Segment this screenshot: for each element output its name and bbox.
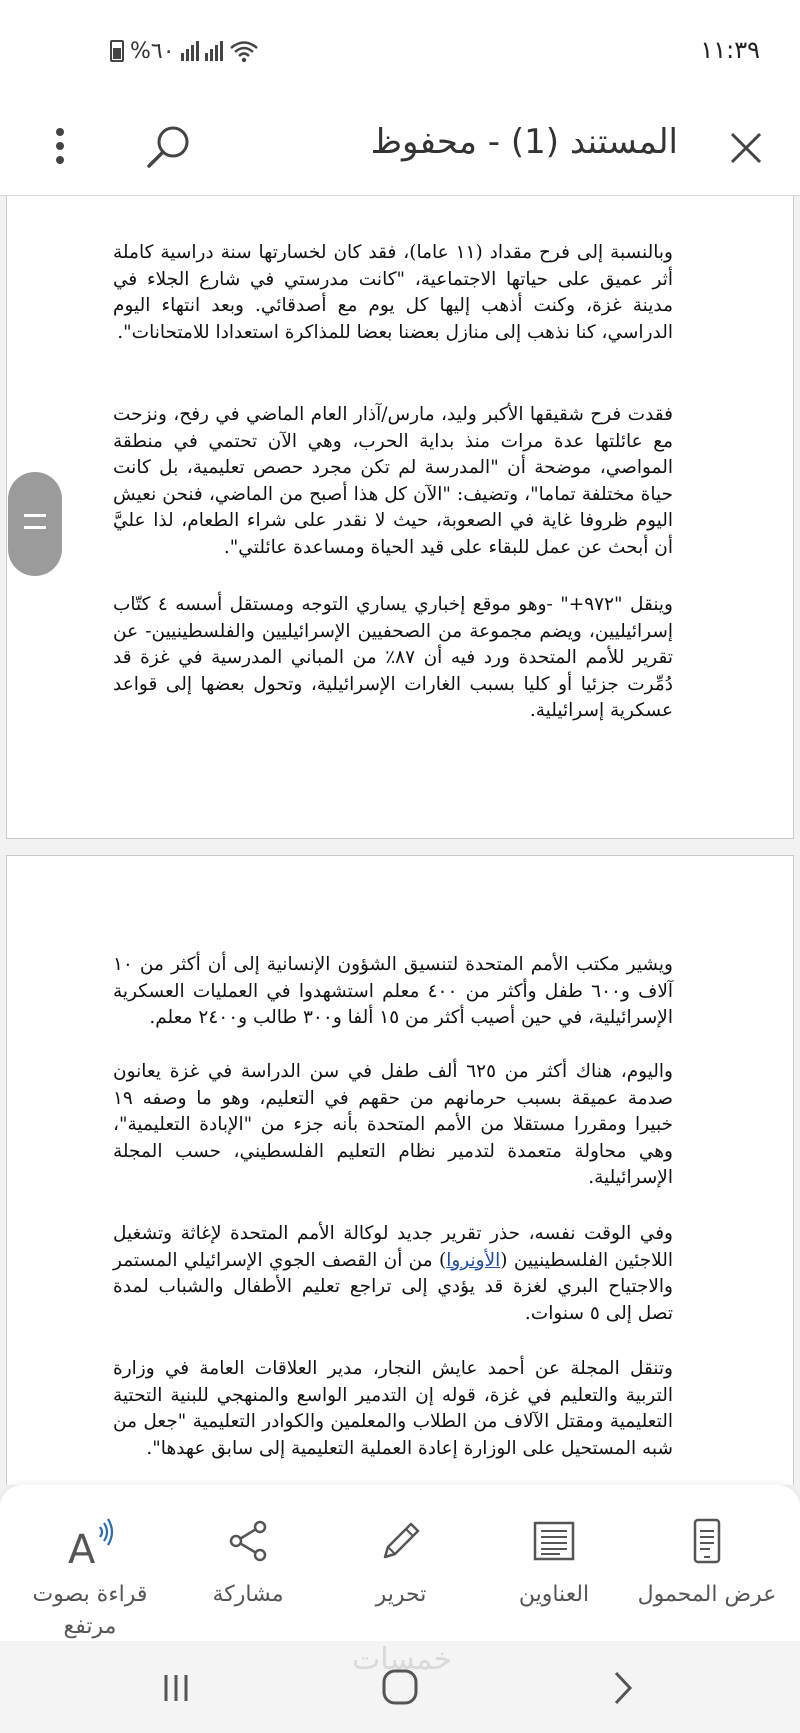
status-time: ١١:٣٩ <box>700 36 760 64</box>
unrwa-link[interactable]: الأونروا <box>446 1249 501 1271</box>
recent-apps-icon <box>146 1663 206 1713</box>
mobile-view-button[interactable] <box>632 1485 782 1641</box>
paragraph: وينقل "٩٧٢+" -وهو موقع إخباري يساري التوجه ومستقل أسسه ٤ كتّاب إسرائيليين، ويضم مجموعة من الصحفيين الإسرائيليين والفلسطينيين- عن تقرير للأمم المتحدة ورد فيه أن ٨٧٪ من المباني المدرسية في غزة قد دُمِّرت جزئيا أو كليا بسبب الغارات الإسرائيلية، وتحول بعضها إلى قواعد عسكرية إسرائيلية. <box>113 594 673 721</box>
svg-text:A: A <box>68 1527 96 1567</box>
share-icon <box>224 1517 272 1565</box>
paragraph <box>113 1221 673 1327</box>
signal-icon-2 <box>205 41 223 61</box>
document-title: المستند (1) - محفوظ <box>370 122 678 162</box>
battery-icon <box>110 40 124 62</box>
dot <box>56 156 64 164</box>
read-aloud-icon <box>60 1517 120 1567</box>
back-button[interactable] <box>594 1663 654 1713</box>
close-button[interactable] <box>722 124 770 172</box>
read-aloud-button[interactable] <box>15 1485 165 1641</box>
dot <box>56 128 64 136</box>
paragraph: ويشير مكتب الأمم المتحدة لتنسيق الشؤون الإنسانية إلى أن أكثر من ١٠ آلاف و٦٠٠ طفل وأكثر من ٤٠٠ معلم استشهدوا في العمليات العسكرية الإسرائيلية، في حين أصيب أكثر من ١٥ ألفا و٣٠٠ طالب و٢٤٠٠ معلم. <box>113 954 674 1028</box>
mobile-view-label: عرض المحمول <box>637 1582 777 1607</box>
headings-button[interactable] <box>479 1485 629 1641</box>
headings-label: العناوين <box>518 1582 590 1607</box>
paragraph: وتنقل المجلة عن أحمد عايش النجار، مدير العلاقات العامة في وزارة التربية والتعليم في غزة، قوله إن التدمير الواسع والمنهجي للبنية التحتية التعليمية ومقتل الآلاف من الطلاب والمعلمين والكوادر التعليمية "جعل من شبه المستحيل على الوزارة إعادة العملية التعليمية إلى سابق عهدها". <box>113 1358 673 1459</box>
watermark: خمسات <box>352 1642 453 1677</box>
signal-icon <box>181 41 199 61</box>
bottom-toolbar <box>0 1485 800 1641</box>
status-icons <box>110 36 259 66</box>
wifi-icon <box>229 39 259 63</box>
document-page-1[interactable] <box>6 196 794 839</box>
share-button[interactable] <box>173 1485 323 1641</box>
mobile-view-icon <box>687 1517 727 1565</box>
back-icon <box>594 1663 654 1713</box>
read-aloud-label: قراءة بصوت مرتفع <box>32 1582 148 1639</box>
headings-icon <box>530 1517 578 1565</box>
search-button[interactable] <box>140 120 196 176</box>
app-bar <box>0 100 800 196</box>
paragraph-text: ) من أن القصف الجوي الإسرائيلي المستمر والاجتياح البري لغزة قد يؤدي إلى تراجع تعليم الأطفال والشباب لمدة تصل إلى ٥ سنوات. <box>113 1249 673 1324</box>
share-label: مشاركة <box>212 1582 284 1607</box>
paragraph-text: وفي الوقت نفسه، حذر تقرير جديد لوكالة الأمم المتحدة لإغاثة وتشغيل اللاجئين الفلسطينيين ( <box>113 1223 673 1271</box>
more-options-button[interactable] <box>40 122 80 178</box>
close-icon <box>722 124 770 172</box>
status-bar <box>0 0 800 100</box>
search-icon <box>140 120 196 176</box>
recent-apps-button[interactable] <box>146 1663 206 1713</box>
document-page-2[interactable] <box>6 855 794 1485</box>
paragraph: وبالنسبة إلى فرح مقداد (١١ عاما)، فقد كان لخسارتها سنة دراسية كاملة أثر عميق على حياتها الاجتماعية، "كانت مدرستي في شارع الجلاء في مدينة غزة، وكنت أذهب إليها كل يوم مع أصدقائي. وبعد انتهاء اليوم الدراسي، كنا نذهب إلى منازل بعضنا بعضا للمذاكرة استعدادا للامتحانات". <box>113 242 673 343</box>
pencil-icon <box>377 1517 425 1565</box>
paragraph: واليوم، هناك أكثر من ٦٢٥ ألف طفل في سن الدراسة في غزة يعانون صدمة عميقة بسبب حرمانهم من حقهم في التعليم، وهو ما وصفه ١٩ خبيرا ومقررا مستقلا من الأمم المتحدة بأنه جزء من "الإبادة التعليمية"، وهي محاولة متعمدة لتدمير نظام التعليم الفلسطيني، حسب المجلة الإسرائيلية. <box>113 1061 673 1188</box>
paragraph: فقدت فرح شقيقها الأكبر وليد، مارس/آذار العام الماضي في رفح، ونزحت مع عائلتها عدة مرات منذ بداية الحرب، وهي الآن تحتمي في منطقة المواصي، موضحة أن "المدرسة لم تكن مجرد حصص تعليمية، بل كانت حياة مختلفة تماما"، وتضيف: "الآن كل هذا أصبح من الماضي، فنحن نعيش اليوم ظروفا غاية في الصعوبة، حيث لا نقدر على شراء الطعام، لذا عليَّ أن أبحث عن عمل للبقاء على قيد الحياة ومساعدة عائلتي". <box>113 404 673 558</box>
dot <box>56 142 64 150</box>
scroll-handle[interactable] <box>8 472 62 576</box>
edit-button[interactable] <box>326 1485 476 1641</box>
edit-label: تحرير <box>375 1582 427 1607</box>
battery-percent: %٦٠ <box>130 38 175 64</box>
